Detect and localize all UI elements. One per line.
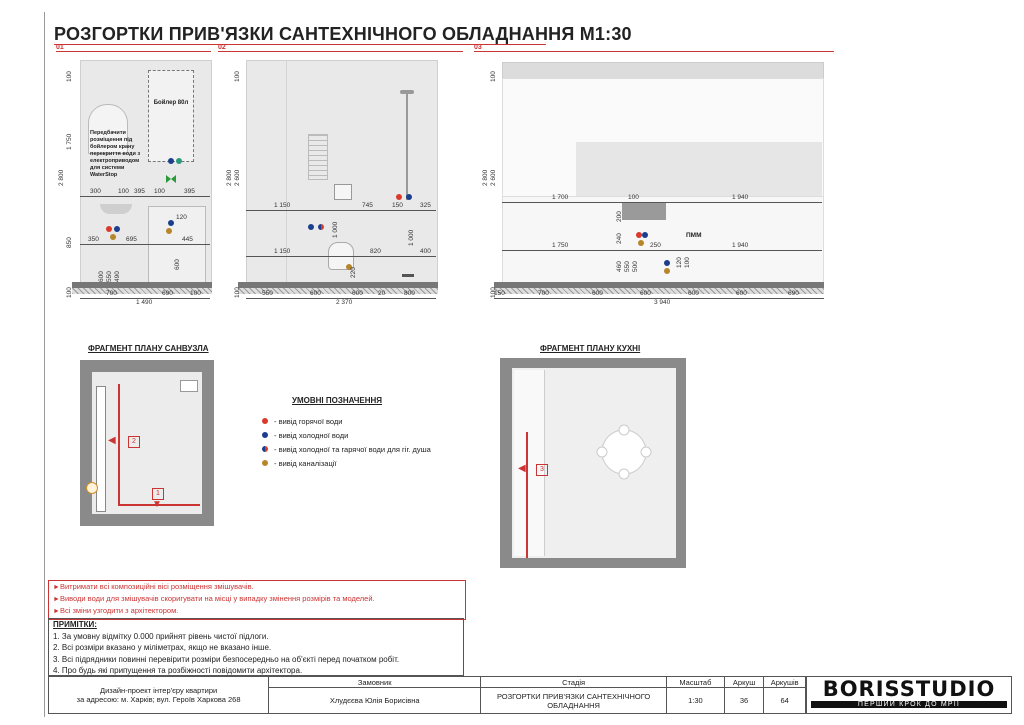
legend-label: - вивід горячої води <box>274 416 343 426</box>
waterstop-valve-icon <box>166 170 176 178</box>
dim-text: 445 <box>182 236 193 243</box>
dim-text: 150 <box>392 202 403 209</box>
sewer-outlet-icon <box>664 268 670 274</box>
note-4: 4. Про будь які припущення та розбіжності повідомити архітектора. <box>53 666 303 675</box>
stage-line-2: ОБЛАДНАННЯ <box>547 700 600 710</box>
flush-plate <box>334 184 352 200</box>
dim-text: 350 <box>88 236 99 243</box>
dim-text: 690 <box>788 290 799 297</box>
dim-text: 600 <box>310 290 321 297</box>
dim-text: 2 600 <box>234 169 241 186</box>
dim-text: 1 700 <box>552 194 569 201</box>
scale-value: 1:30 <box>666 688 724 714</box>
hot-water-outlet-icon <box>106 226 112 232</box>
sheet-header: Аркуш <box>724 677 764 688</box>
note-1: 1. За умовну відмітку 0.000 прийнят рівень чистої підлоги. <box>53 631 269 641</box>
sheets-value: 64 <box>764 688 806 714</box>
section-marker-2: 2 <box>128 436 140 448</box>
scale-header: Масштаб <box>666 677 724 688</box>
sink <box>622 202 666 220</box>
dim-text: 490 <box>114 271 121 282</box>
plan-wall <box>500 558 686 568</box>
client-header: Замовник <box>269 677 481 688</box>
legend-label: - вивід холодної та гарячої води для гіг. душа <box>274 444 431 454</box>
legend-item-cold <box>262 428 492 442</box>
dim-text: 690 <box>162 290 173 297</box>
dim-text: 1 150 <box>274 202 291 209</box>
boiler-label: Бойлер 80л <box>153 100 189 106</box>
dim-text: 100 <box>684 257 691 268</box>
dim-text: 120 <box>176 214 187 221</box>
sewer-outlet-icon <box>166 228 172 234</box>
dim-text: 600 <box>174 259 181 270</box>
dim-text: 600 <box>98 271 105 282</box>
title-underline <box>54 44 546 45</box>
red-notes-box <box>48 580 466 620</box>
hot-water-outlet-icon <box>396 194 402 200</box>
dim-text: 100 <box>490 287 497 298</box>
dim-line <box>502 250 822 251</box>
sheet-value: 36 <box>724 688 764 714</box>
kitchen-plan <box>500 358 686 568</box>
plan-wall <box>500 358 686 368</box>
upper-cabinet-block <box>576 142 822 196</box>
washbasin <box>100 204 132 214</box>
dim-text: 100 <box>490 71 497 82</box>
section-marker-1: 1 <box>152 488 164 500</box>
dim-text: 600 <box>640 290 651 297</box>
dim-text: 695 <box>126 236 137 243</box>
pointer-icon: ► <box>53 608 60 615</box>
sheet-frame-line <box>44 12 45 717</box>
section-number-01: 01 <box>56 44 64 51</box>
dim-text: 1 150 <box>274 248 291 255</box>
plan-wall <box>80 514 214 526</box>
pointer-icon: ► <box>53 584 60 591</box>
dim-text: 200 <box>616 211 623 222</box>
dim-text: 240 <box>616 233 623 244</box>
dim-text: 120 <box>676 257 683 268</box>
arrow-down-icon: ▼ <box>152 499 162 510</box>
kitchen-plan-title: ФРАГМЕНТ ПЛАНУ КУХНІ <box>540 344 641 353</box>
dim-text: 460 <box>616 261 623 272</box>
bathroom-plan <box>80 360 214 526</box>
shower-rod <box>406 90 408 200</box>
note-2: 2. Всі розміри вказано у міліметрах, якщо не вказано інше. <box>53 643 272 652</box>
dim-line <box>80 244 210 245</box>
dim-line <box>246 210 436 211</box>
plan-wall <box>80 360 92 526</box>
dim-text: 100 <box>118 188 129 195</box>
plan-wall <box>202 360 214 526</box>
dim-text: 600 <box>736 290 747 297</box>
dim-text: 2 800 <box>482 169 489 186</box>
sheets-header: Аркушів <box>764 677 806 688</box>
plan-wall <box>676 358 686 568</box>
project-cell <box>49 677 269 714</box>
mixed-water-icon <box>262 446 268 452</box>
towel-rail <box>308 134 328 180</box>
section-underline-01 <box>56 51 211 52</box>
dim-total: 1 490 <box>136 299 153 306</box>
arrow-left-icon: ◀ <box>518 463 526 474</box>
studio-logo: BORISSTUDIO <box>822 677 996 701</box>
legend-title: УМОВНІ ПОЗНАЧЕННЯ <box>292 396 383 405</box>
section-underline-02 <box>218 51 463 52</box>
elevation-02 <box>220 56 470 306</box>
waterstop-note: Передбачити розміщення під бойлером крану перекриття води з електроприводом для системи WaterStop <box>90 130 141 178</box>
dim-text: 850 <box>66 237 73 248</box>
stage-line-1: РОЗГОРТКИ ПРИВ'ЯЗКИ САНТЕХНІЧНОГО <box>496 691 651 701</box>
cold-water-outlet-icon <box>664 260 670 266</box>
dim-total: 3 940 <box>654 299 671 306</box>
dim-line <box>80 196 210 197</box>
pointer-icon: ► <box>53 596 60 603</box>
arrow-left-icon: ◀ <box>108 435 116 446</box>
dim-text: 2 800 <box>58 169 65 186</box>
dim-text: 100 <box>234 71 241 82</box>
dim-text: 325 <box>420 202 431 209</box>
dining-table <box>596 424 652 480</box>
section-number-02: 02 <box>218 44 226 51</box>
shower-head-icon <box>400 90 414 94</box>
dim-text: 700 <box>106 290 117 297</box>
studio-slogan: ПЕРШИЙ КРОК ДО МРІЇ <box>811 701 1007 708</box>
notes-title: ПРИМІТКИ: <box>53 620 97 629</box>
legend-label: - вивід каналізації <box>274 458 337 468</box>
red-note-1: ►Витримати всі композиційні вісі розміщення змішувачів. <box>53 582 254 591</box>
wall-fixtures <box>96 386 106 512</box>
dim-text: 745 <box>362 202 373 209</box>
dim-text: 220 <box>350 267 357 278</box>
legend-label: - вивід холодної води <box>274 430 349 440</box>
title-block <box>48 676 806 714</box>
red-note-3: ►Всі зміни узгодити з архітектором. <box>53 606 179 615</box>
notes-box <box>48 618 464 676</box>
dim-text: 250 <box>650 242 661 249</box>
sink-plan <box>180 380 198 392</box>
section-cut-line <box>526 432 528 558</box>
floor-drain <box>402 274 414 277</box>
dim-text: 1 750 <box>552 242 569 249</box>
cold-water-outlet-icon <box>406 194 412 200</box>
red-note-2: ►Виводи води для змішувачів скоригувати на місці у випадку змінення розмірів та моделей. <box>53 594 375 603</box>
dim-text: 150 <box>494 290 505 297</box>
dim-text: 1 750 <box>66 133 73 150</box>
dim-text: 100 <box>190 290 201 297</box>
dim-text: 1 940 <box>732 194 749 201</box>
dim-text: 400 <box>420 248 431 255</box>
sewer-outlet-icon <box>110 234 116 240</box>
dim-text: 100 <box>66 287 73 298</box>
project-line-1: Дизайн-проект інтер'єру квартири <box>99 686 218 695</box>
stage-cell <box>481 688 667 714</box>
shower-mixer-outlet-icon <box>318 224 324 230</box>
dim-text: 1 000 <box>332 221 339 238</box>
cold-water-outlet-icon <box>642 232 648 238</box>
legend-item-sewer <box>262 456 492 470</box>
legend-item-hot <box>262 414 492 428</box>
dim-line <box>502 202 822 203</box>
logo-block <box>806 676 1012 714</box>
dim-text: 500 <box>632 261 639 272</box>
dim-text: 800 <box>404 290 415 297</box>
dim-text: 100 <box>628 194 639 201</box>
sewer-icon <box>262 460 268 466</box>
section-marker-3: 3 <box>536 464 548 476</box>
dim-text: 600 <box>352 290 363 297</box>
note-3: 3. Всі підрядники повинні перевірити розміри безпосередньо на об'єкті перед початком робіт. <box>53 654 400 664</box>
dishwasher-label: ПММ <box>686 232 702 239</box>
boiler-outline <box>148 70 194 162</box>
hot-water-icon <box>262 418 268 424</box>
dim-text: 100 <box>234 287 241 298</box>
dim-text: 820 <box>370 248 381 255</box>
dim-text: 1 000 <box>408 229 415 246</box>
elevation-03 <box>476 56 836 306</box>
dim-text: 550 <box>624 261 631 272</box>
dim-text: 600 <box>688 290 699 297</box>
dim-line <box>246 256 436 257</box>
dim-text: 600 <box>592 290 603 297</box>
sewer-outlet-icon <box>638 240 644 246</box>
dim-text: 2 600 <box>490 169 497 186</box>
dim-text: 700 <box>538 290 549 297</box>
cold-water-icon <box>262 432 268 438</box>
section-number-03: 03 <box>474 44 482 51</box>
cold-water-outlet-icon <box>168 220 174 226</box>
cold-water-outlet-icon <box>114 226 120 232</box>
dim-text: 1 940 <box>732 242 749 249</box>
section-underline-03 <box>474 51 834 52</box>
cold-water-outlet-icon <box>308 224 314 230</box>
project-line-2: за адресою: м. Харків; вул. Героїв Харкова 268 <box>76 695 241 704</box>
bathroom-plan-title: ФРАГМЕНТ ПЛАНУ САНВУЗЛА <box>88 344 209 353</box>
dim-text: 300 <box>90 188 101 195</box>
dim-text: 2 800 <box>226 169 233 186</box>
dim-text: 395 <box>184 188 195 195</box>
elevation-01 <box>56 56 216 306</box>
valve-icon <box>176 158 182 164</box>
dim-text: 100 <box>154 188 165 195</box>
dim-total: 2 370 <box>336 299 353 306</box>
plan-wall <box>500 358 512 568</box>
dim-text: 100 <box>66 71 73 82</box>
client-name: Хлудєєва Юлія Борисівна <box>269 688 481 714</box>
cold-water-outlet-icon <box>168 158 174 164</box>
dim-text: 20 <box>378 290 386 297</box>
dim-text: 550 <box>262 290 273 297</box>
dim-text: 550 <box>106 271 113 282</box>
legend <box>262 414 492 470</box>
legend-item-mix <box>262 442 492 456</box>
drain-icon <box>86 482 98 494</box>
plan-wall <box>80 360 214 372</box>
stage-header: Стадія <box>481 677 667 688</box>
dim-text: 395 <box>134 188 145 195</box>
sheet-title: РОЗГОРТКИ ПРИВ'ЯЗКИ САНТЕХНІЧНОГО ОБЛАДНАННЯ М1:30 <box>54 24 632 44</box>
